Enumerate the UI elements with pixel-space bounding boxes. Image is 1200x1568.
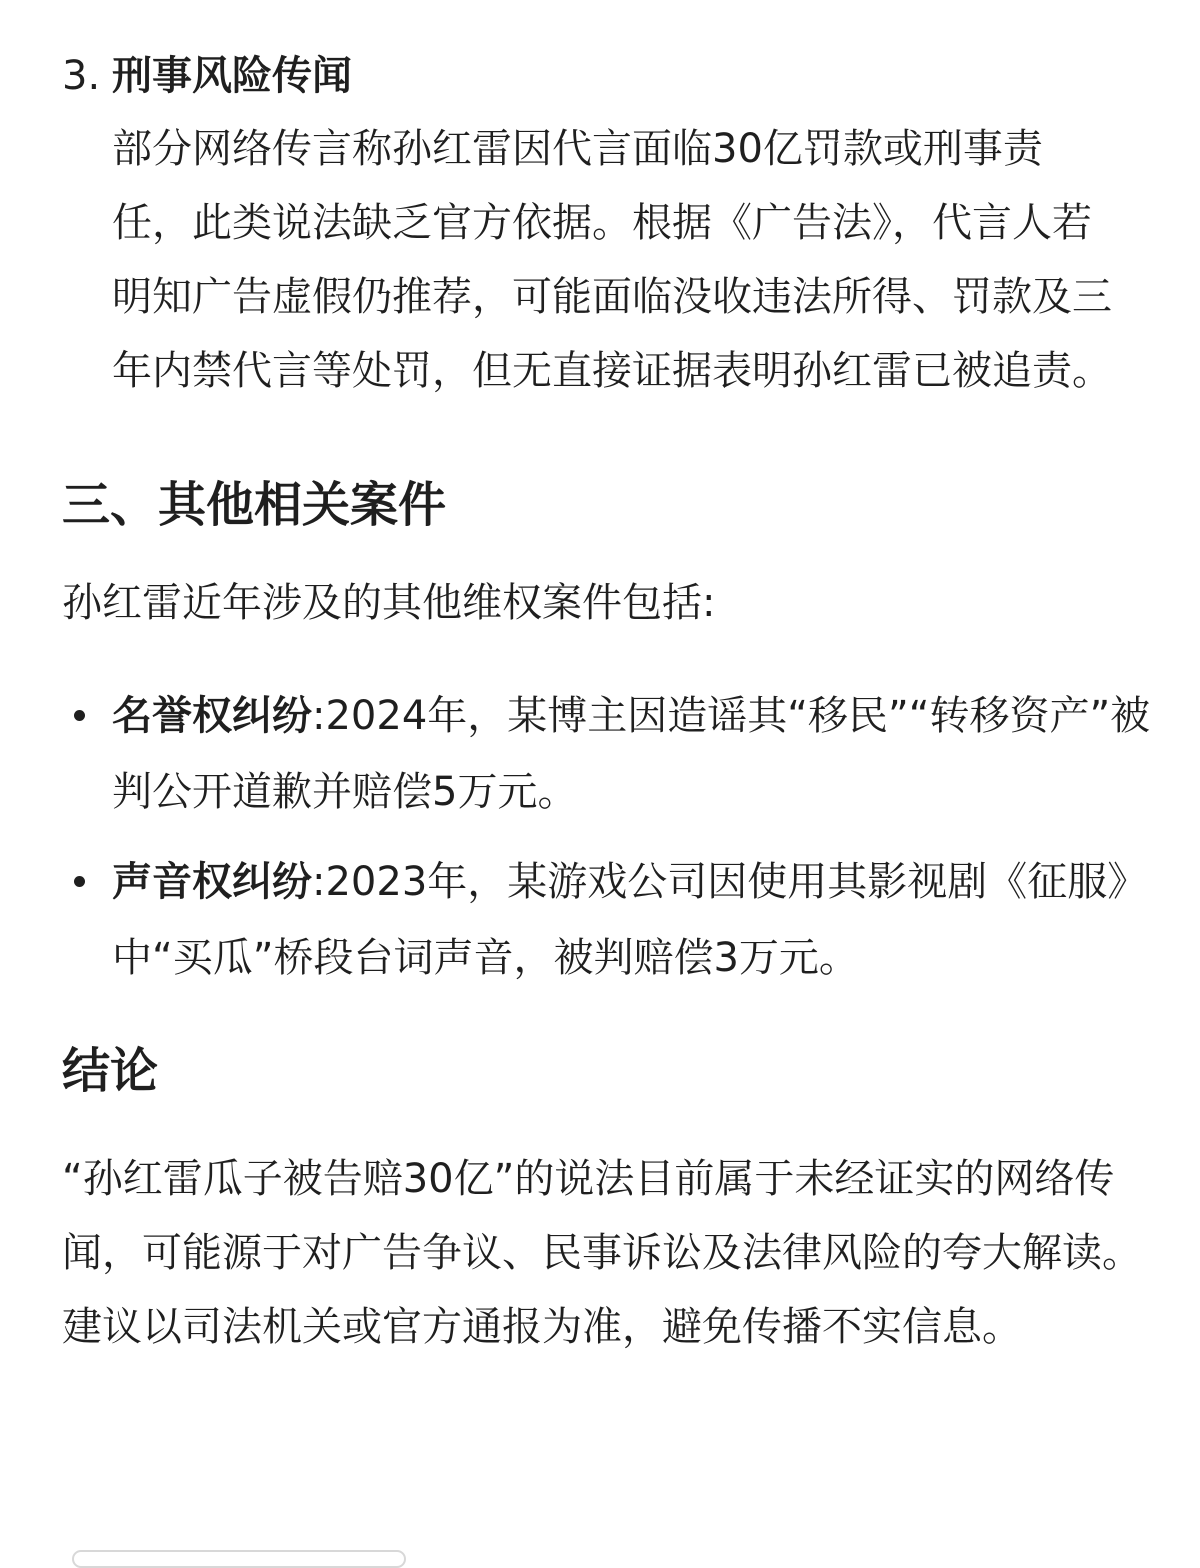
case-separator: :	[312, 859, 326, 905]
bullet-icon	[74, 710, 85, 721]
case-type: 名誉权纠纷	[112, 693, 312, 739]
section-heading: 三、其他相关案件	[62, 477, 447, 533]
case-separator: :	[312, 693, 326, 739]
conclusion-heading: 结论	[62, 1043, 159, 1099]
bullet-icon	[74, 876, 85, 887]
conclusion-section	[62, 1036, 1152, 1364]
case-description: 2023年，某游戏公司因使用其影视剧《征服》中“买瓜”桥段台词声音，被判赔偿3万元。	[112, 859, 1148, 981]
item-number: 3.	[62, 53, 101, 99]
article-content	[62, 40, 1152, 1364]
numbered-item-heading	[62, 40, 1152, 112]
item-body: 部分网络传言称孙红雷因代言面临30亿罚款或刑事责任，此类说法缺乏官方依据。根据《广告法》，代言人若明知广告虚假仍推荐，可能面临没收违法所得、罚款及三年内禁代言等处罚，但无直接证据表明孙红雷已被追责。	[112, 126, 1112, 394]
cases-list	[62, 678, 1152, 996]
conclusion-body: “孙红雷瓜子被告赔30亿”的说法目前属于未经证实的网络传闻，可能源于对广告争议、民事诉讼及法律风险的夸大解读。建议以司法机关或官方通报为准，避免传播不实信息。	[62, 1156, 1142, 1350]
list-item	[62, 678, 1152, 830]
section-intro: 孙红雷近年涉及的其他维权案件包括:	[62, 580, 716, 626]
criminal-risk-rumor-item	[62, 40, 1152, 408]
related-cases-section	[62, 470, 1152, 996]
case-type: 声音权纠纷	[112, 859, 312, 905]
item-title: 刑事风险传闻	[112, 53, 352, 99]
bottom-action-pill[interactable]	[72, 1550, 406, 1568]
list-item	[62, 844, 1152, 996]
case-description: 2024年，某博主因造谣其“移民”“转移资产”被判公开道歉并赔偿5万元。	[112, 693, 1151, 815]
